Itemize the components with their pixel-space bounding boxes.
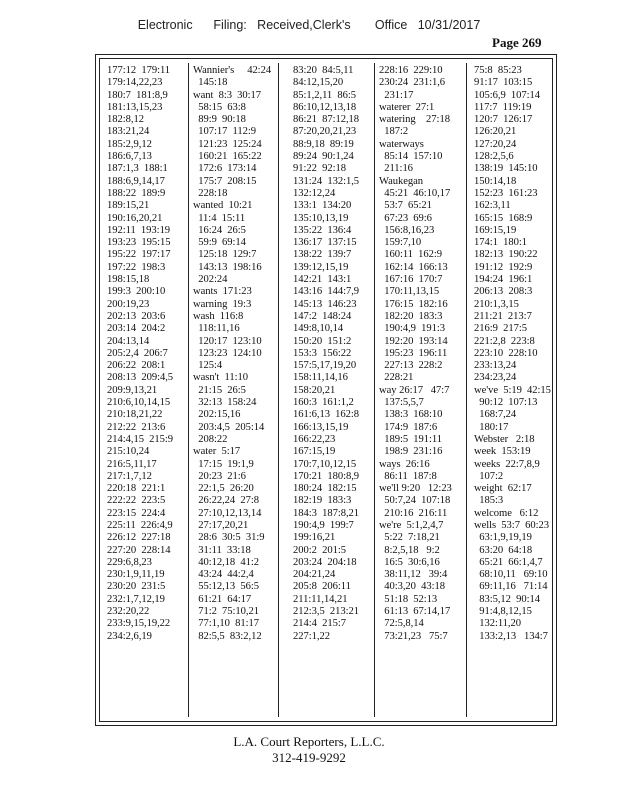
index-entry: 128:2,5,6 xyxy=(474,151,514,163)
index-entry: 50:7,24 107:18 xyxy=(379,495,451,507)
index-entry: 190:4,9 199:7 xyxy=(293,519,354,531)
index-entry: 71:2 75:10,21 xyxy=(193,606,260,618)
index-entry: way 26:17 47:7 xyxy=(379,384,450,396)
index-entry: warning 19:3 xyxy=(193,298,252,310)
index-entry: we're 5:1,2,4,7 xyxy=(379,519,444,531)
index-entry: 199:16,21 xyxy=(293,532,336,544)
index-entry: welcome 6:12 xyxy=(474,507,539,519)
index-entry: 186:6,7,13 xyxy=(107,151,152,163)
index-entry: 89:9 90:18 xyxy=(193,114,246,126)
index-entry: 107:17 112:9 xyxy=(193,126,257,138)
index-entry: 65:21 66:1,4,7 xyxy=(474,556,543,568)
index-entry: 214:4 215:7 xyxy=(293,618,346,630)
column-divider xyxy=(278,63,279,717)
index-entry: 11:4 15:11 xyxy=(193,212,246,224)
index-entry: 61:21 64:17 xyxy=(193,593,252,605)
index-entry: 32:13 158:24 xyxy=(193,397,257,409)
index-entry: 221:2,8 223:8 xyxy=(474,335,535,347)
index-entry: 63:20 64:18 xyxy=(474,544,533,556)
index-entry: 117:7 119:19 xyxy=(474,101,532,113)
index-entry: 210:18,21,22 xyxy=(107,409,163,421)
index-entry: 202:24 xyxy=(193,274,228,286)
index-entry: 212:22 213:6 xyxy=(107,421,166,433)
index-entry: 27:17,20,21 xyxy=(193,519,249,531)
index-entry: 197:22 198:3 xyxy=(107,261,166,273)
index-entry: 133:1 134:20 xyxy=(293,200,352,212)
index-entry: 204:13,14 xyxy=(107,335,150,347)
index-entry: 22:1,5 26:20 xyxy=(193,483,254,495)
index-entry: 5:22 7:18,21 xyxy=(379,532,440,544)
index-entry: 205:2,4 206:7 xyxy=(107,347,168,359)
index-entry: 181:13,15,23 xyxy=(107,101,163,113)
index-entry: 198:15,18 xyxy=(107,274,150,286)
index-entry: 157:5,17,19,20 xyxy=(293,360,357,372)
index-entry: 203:4,5 205:14 xyxy=(193,421,265,433)
court-reporter-phone: 312-419-9292 xyxy=(272,750,346,765)
index-entry: wasn't 11:10 xyxy=(193,372,249,384)
index-entry: we'll 9:20 12:23 xyxy=(379,483,452,495)
index-column-1 xyxy=(107,65,173,643)
index-entry: 132:12,24 xyxy=(293,187,336,199)
index-entry: 51:18 52:13 xyxy=(379,593,438,605)
index-entry: 165:15 168:9 xyxy=(474,212,533,224)
index-entry: 162:3,11 xyxy=(474,200,511,212)
index-entry: 150:14,18 xyxy=(474,175,517,187)
index-entry: want 8:3 30:17 xyxy=(193,89,262,101)
index-entry: 86:21 87:12,18 xyxy=(293,114,360,126)
index-entry: wells 53:7 60:23 xyxy=(474,519,550,531)
index-entry: 91:4,8,12,15 xyxy=(474,606,532,618)
index-entry: 175:7 208:15 xyxy=(193,175,257,187)
index-entry: 59:9 69:14 xyxy=(193,237,246,249)
index-entry: 82:5,5 83:2,12 xyxy=(193,630,262,642)
index-entry: 149:8,10,14 xyxy=(293,323,344,335)
index-entry: 232:20,22 xyxy=(107,606,150,618)
index-entry: 27:10,12,13,14 xyxy=(193,507,262,519)
index-entry: 45:21 46:10,17 xyxy=(379,187,451,199)
index-entry: 131:24 132:1,5 xyxy=(293,175,360,187)
index-entry: 159:7,10 xyxy=(379,237,422,249)
index-entry: 210:16 216:11 xyxy=(379,507,448,519)
index-entry: 121:23 125:24 xyxy=(193,138,262,150)
index-entry: 180:24 182:15 xyxy=(293,483,357,495)
index-entry: 31:11 33:18 xyxy=(193,544,251,556)
index-entry: 61:13 67:14,17 xyxy=(379,606,451,618)
index-entry: 215:10,24 xyxy=(107,446,150,458)
index-entry: wants 171:23 xyxy=(193,286,252,298)
index-entry: 89:24 90:1,24 xyxy=(293,151,354,163)
index-entry: 210:1,3,15 xyxy=(474,298,519,310)
index-entry: 107:2 xyxy=(474,470,504,482)
index-entry: 85:1,2,11 86:5 xyxy=(293,89,357,101)
index-entry: 168:7,24 xyxy=(474,409,517,421)
index-entry: Wannier's 42:24 xyxy=(193,65,272,76)
index-entry: Waukegan xyxy=(379,175,424,187)
index-entry: 185:3 xyxy=(474,495,504,507)
index-entry: 26:22,24 27:8 xyxy=(193,495,260,507)
index-entry: 223:10 228:10 xyxy=(474,347,538,359)
index-entry: 195:23 196:11 xyxy=(379,347,448,359)
index-entry: 161:6,13 162:8 xyxy=(293,409,360,421)
index-entry: 216:5,11,17 xyxy=(107,458,157,470)
index-entry: 138:22 139:7 xyxy=(293,249,352,261)
filing-header: Electronic Filing: Received,Clerk's Office 10/31/2017 xyxy=(137,18,481,32)
index-entry: 135:22 136:4 xyxy=(293,224,352,236)
index-entry: 209:9,13,21 xyxy=(107,384,158,396)
index-entry: 145:18 xyxy=(193,77,228,89)
index-entry: 233:13,24 xyxy=(474,360,517,372)
index-entry: 216:9 217:5 xyxy=(474,323,527,335)
index-entry: 185:2,9,12 xyxy=(107,138,152,150)
index-entry: 143:13 198:16 xyxy=(193,261,262,273)
index-entry: 166:13,15,19 xyxy=(293,421,349,433)
index-entry: 16:5 30:6,16 xyxy=(379,556,440,568)
index-entry: 212:3,5 213:21 xyxy=(293,606,360,618)
index-entry: 227:13 228:2 xyxy=(379,360,443,372)
index-entry: 170:11,13,15 xyxy=(379,286,440,298)
index-entry: 147:2 148:24 xyxy=(293,310,352,322)
index-entry: 183:21,24 xyxy=(107,126,150,138)
index-entry: 190:4,9 191:3 xyxy=(379,323,446,335)
index-entry: 172:6 173:14 xyxy=(193,163,257,175)
index-entry: 77:1,10 81:17 xyxy=(193,618,260,630)
index-entry: 188:22 189:9 xyxy=(107,187,166,199)
index-entry: 160:11 162:9 xyxy=(379,249,443,261)
index-entry: 182:13 190:22 xyxy=(474,249,538,261)
index-entry: week 153:19 xyxy=(474,446,531,458)
index-entry: 40:12,18 41:2 xyxy=(193,556,260,568)
index-entry: wash 116:8 xyxy=(193,310,244,322)
index-entry: 69:11,16 71:14 xyxy=(474,581,548,593)
index-entry: we've 5:19 42:15 xyxy=(474,384,551,396)
index-entry: watering 27:18 xyxy=(379,114,450,126)
index-entry: 28:6 30:5 31:9 xyxy=(193,532,265,544)
index-entry: 72:5,8,14 xyxy=(379,618,424,630)
index-entry: Webster 2:18 xyxy=(474,433,535,445)
index-entry: 208:22 xyxy=(193,433,228,445)
index-entry: 230:24 231:1,6 xyxy=(379,77,446,89)
index-entry: 145:13 146:23 xyxy=(293,298,357,310)
index-entry: 126:20,21 xyxy=(474,126,517,138)
index-entry: 83:20 84:5,11 xyxy=(293,65,354,76)
index-entry: 86:10,12,13,18 xyxy=(293,101,357,113)
index-entry: 63:1,9,19,19 xyxy=(474,532,532,544)
index-entry: 189:15,21 xyxy=(107,200,150,212)
index-entry: 194:24 196:1 xyxy=(474,274,533,286)
index-column-3 xyxy=(293,65,359,643)
index-entry: 86:11 187:8 xyxy=(379,470,437,482)
index-entry: 179:14,22,23 xyxy=(107,77,163,89)
index-entry: 152:23 161:23 xyxy=(474,187,538,199)
index-entry: 208:13 209:4,5 xyxy=(107,372,174,384)
index-entry: 234:2,6,19 xyxy=(107,630,152,642)
index-entry: 200:2 201:5 xyxy=(293,544,346,556)
index-entry: ways 26:16 xyxy=(379,458,430,470)
index-entry: 21:15 26:5 xyxy=(193,384,246,396)
index-entry: 230:20 231:5 xyxy=(107,581,166,593)
index-entry: 136:17 137:15 xyxy=(293,237,357,249)
index-entry: 199:3 200:10 xyxy=(107,286,166,298)
index-entry: 91:22 92:18 xyxy=(293,163,346,175)
index-entry: 192:20 193:14 xyxy=(379,335,448,347)
index-entry: 143:16 144:7,9 xyxy=(293,286,360,298)
index-entry: 225:11 226:4,9 xyxy=(107,519,173,531)
index-entry: 162:14 166:13 xyxy=(379,261,448,273)
index-entry: 182:19 183:3 xyxy=(293,495,352,507)
index-entry: 202:15,16 xyxy=(193,409,241,421)
index-entry: 150:20 151:2 xyxy=(293,335,352,347)
index-entry: 156:8,16,23 xyxy=(379,224,435,236)
index-entry: 205:8 206:11 xyxy=(293,581,351,593)
index-entry: 233:9,15,19,22 xyxy=(107,618,171,630)
index-entry: 167:16 170:7 xyxy=(379,274,443,286)
column-divider xyxy=(374,63,375,717)
column-divider xyxy=(188,63,189,717)
index-entry: 85:14 157:10 xyxy=(379,151,443,163)
index-entry: 228:21 xyxy=(379,372,414,384)
index-entry: 139:12,15,19 xyxy=(293,261,349,273)
index-entry: weight 62:17 xyxy=(474,483,532,495)
index-entry: 203:14 204:2 xyxy=(107,323,166,335)
index-entry: 75:8 85:23 xyxy=(474,65,522,76)
index-entry: 182:8,12 xyxy=(107,114,144,126)
index-entry: 38:11,12 39:4 xyxy=(379,569,448,581)
index-entry: 220:18 221:1 xyxy=(107,483,166,495)
index-entry: 223:15 224:4 xyxy=(107,507,166,519)
index-entry: 20:23 21:6 xyxy=(193,470,246,482)
index-entry: 170:7,10,12,15 xyxy=(293,458,357,470)
index-entry: 67:23 69:6 xyxy=(379,212,432,224)
index-entry: 203:24 204:18 xyxy=(293,556,357,568)
index-entry: 68:10,11 69:10 xyxy=(474,569,548,581)
page-number: Page 269 xyxy=(492,35,542,50)
index-entry: 214:4,15 215:9 xyxy=(107,433,174,445)
index-entry: 138:3 168:10 xyxy=(379,409,443,421)
index-entry: 87:20,20,21,23 xyxy=(293,126,357,138)
index-entry: 166:22,23 xyxy=(293,433,336,445)
index-entry: wanted 10:21 xyxy=(193,200,253,212)
index-entry: 180:17 xyxy=(474,421,509,433)
index-entry: 83:5,12 90:14 xyxy=(474,593,541,605)
index-entry: 187:2 xyxy=(379,126,409,138)
index-entry: weeks 22:7,8,9 xyxy=(474,458,540,470)
index-column-5 xyxy=(474,65,551,643)
index-entry: 167:15,19 xyxy=(293,446,336,458)
index-entry: 142:21 143:1 xyxy=(293,274,352,286)
index-entry: 228:18 xyxy=(193,187,228,199)
index-entry: 227:20 228:14 xyxy=(107,544,171,556)
index-entry: water 5:17 xyxy=(193,446,241,458)
index-entry: waterways xyxy=(379,138,424,150)
index-entry: 206:13 208:3 xyxy=(474,286,533,298)
index-entry: 189:5 191:11 xyxy=(379,433,443,445)
index-entry: 132:11,20 xyxy=(474,618,522,630)
index-entry: 217:1,7,12 xyxy=(107,470,152,482)
index-entry: 127:20,24 xyxy=(474,138,517,150)
index-entry: 200:19,23 xyxy=(107,298,150,310)
index-entry: 58:15 63:8 xyxy=(193,101,246,113)
index-entry: 230:1,9,11,19 xyxy=(107,569,165,581)
index-entry: 88:9,18 89:19 xyxy=(293,138,354,150)
index-entry: 40:3,20 43:18 xyxy=(379,581,446,593)
index-entry: 16:24 26:5 xyxy=(193,224,246,236)
index-entry: 177:12 179:11 xyxy=(107,65,171,76)
index-entry: 211:11,14,21 xyxy=(293,593,348,605)
index-entry: 138:19 145:10 xyxy=(474,163,538,175)
index-entry: 137:5,5,7 xyxy=(379,397,424,409)
index-entry: 91:17 103:15 xyxy=(474,77,533,89)
index-entry: 228:16 229:10 xyxy=(379,65,443,76)
index-entry: 229:6,8,23 xyxy=(107,556,152,568)
index-entry: 55:12,13 56:5 xyxy=(193,581,260,593)
index-entry: 174:1 180:1 xyxy=(474,237,527,249)
index-entry: 191:12 192:9 xyxy=(474,261,533,273)
index-entry: 211:21 213:7 xyxy=(474,310,532,322)
index-entry: 222:22 223:5 xyxy=(107,495,166,507)
index-entry: 234:23,24 xyxy=(474,372,517,384)
index-entry: 158:20,21 xyxy=(293,384,336,396)
index-entry: 198:9 231:16 xyxy=(379,446,443,458)
index-entry: 118:11,16 xyxy=(193,323,240,335)
index-entry: 125:18 129:7 xyxy=(193,249,257,261)
index-entry: 184:3 187:8,21 xyxy=(293,507,360,519)
index-entry: 190:16,20,21 xyxy=(107,212,163,224)
index-entry: 195:22 197:17 xyxy=(107,249,171,261)
index-entry: 133:2,13 134:7 xyxy=(474,630,548,642)
index-entry: 120:17 123:10 xyxy=(193,335,262,347)
index-entry: 182:20 183:3 xyxy=(379,310,443,322)
index-entry: 188:6,9,14,17 xyxy=(107,175,165,187)
index-entry: 43:24 44:2,4 xyxy=(193,569,254,581)
index-entry: 105:6,9 107:14 xyxy=(474,89,541,101)
index-entry: 90:12 107:13 xyxy=(474,397,538,409)
index-entry: 187:1,3 188:1 xyxy=(107,163,168,175)
index-entry: 232:1,7,12,19 xyxy=(107,593,165,605)
index-entry: 169:15,19 xyxy=(474,224,517,236)
index-table xyxy=(99,58,553,722)
index-entry: 170:21 180:8,9 xyxy=(293,470,360,482)
index-entry: 226:12 227:18 xyxy=(107,532,171,544)
index-entry: 135:10,13,19 xyxy=(293,212,349,224)
index-entry: 160:21 165:22 xyxy=(193,151,262,163)
index-entry: 211:16 xyxy=(379,163,413,175)
index-entry: 120:7 126:17 xyxy=(474,114,533,126)
index-entry: 158:11,14,16 xyxy=(293,372,348,384)
index-entry: 160:3 161:1,2 xyxy=(293,397,354,409)
index-frame xyxy=(95,54,557,726)
index-column-4 xyxy=(379,65,452,643)
index-entry: 227:1,22 xyxy=(293,630,330,642)
index-entry: 210:6,10,14,15 xyxy=(107,397,171,409)
index-entry: 193:23 195:15 xyxy=(107,237,171,249)
court-reporter-name: L.A. Court Reporters, L.L.C. xyxy=(233,734,385,749)
index-entry: 231:17 xyxy=(379,89,414,101)
index-entry: 17:15 19:1,9 xyxy=(193,458,254,470)
index-entry: 153:3 156:22 xyxy=(293,347,352,359)
index-entry: 84:12,15,20 xyxy=(293,77,344,89)
index-entry: waterer 27:1 xyxy=(379,101,435,113)
index-entry: 192:11 193:19 xyxy=(107,224,171,236)
index-entry: 176:15 182:16 xyxy=(379,298,448,310)
index-entry: 204:21,24 xyxy=(293,569,336,581)
index-entry: 8:2,5,18 9:2 xyxy=(379,544,440,556)
index-entry: 180:7 181:8,9 xyxy=(107,89,168,101)
index-entry: 174:9 187:6 xyxy=(379,421,438,433)
index-column-2 xyxy=(193,65,271,643)
index-entry: 206:22 208:1 xyxy=(107,360,166,372)
index-entry: 202:13 203:6 xyxy=(107,310,166,322)
index-entry: 123:23 124:10 xyxy=(193,347,262,359)
column-divider xyxy=(466,63,467,717)
index-entry: 125:4 xyxy=(193,360,223,372)
index-entry: 53:7 65:21 xyxy=(379,200,432,212)
index-entry: 73:21,23 75:7 xyxy=(379,630,448,642)
